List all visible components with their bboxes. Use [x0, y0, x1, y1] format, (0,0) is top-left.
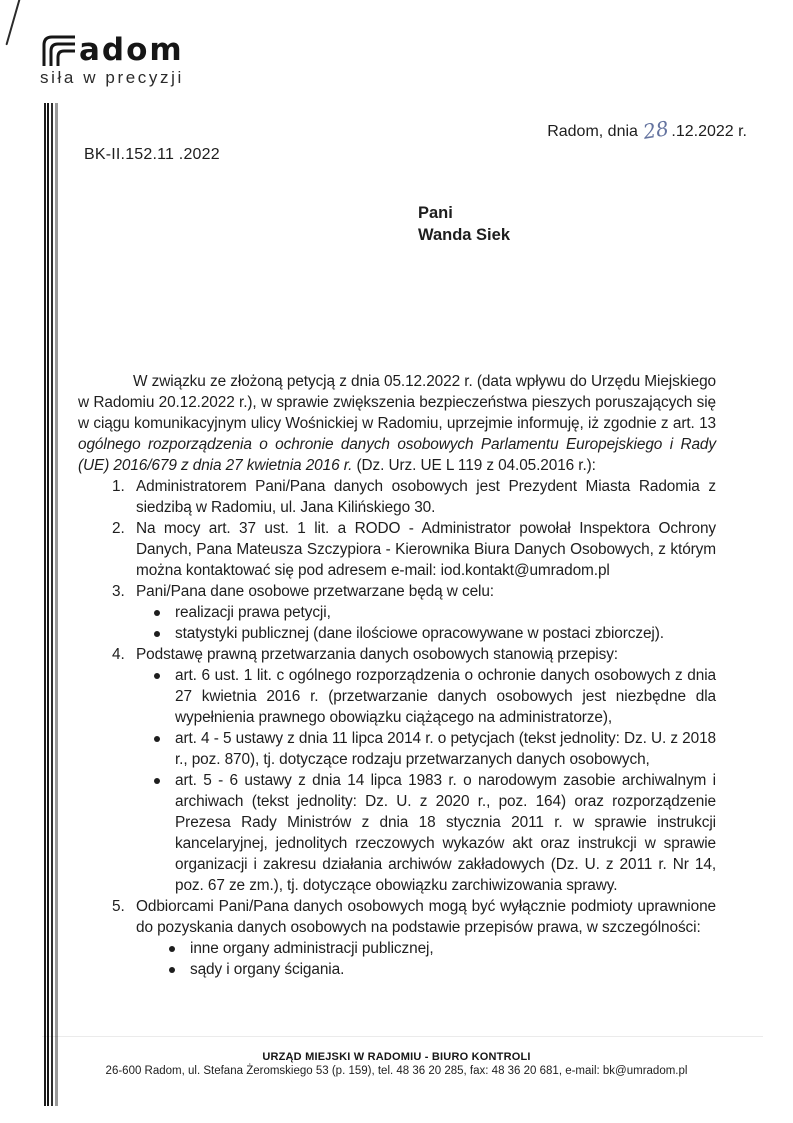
place-date-prefix: Radom, dnia — [547, 123, 638, 140]
logo-wordmark: adom — [79, 32, 184, 68]
intro-text-2: (Dz. Urz. UE L 119 z 04.05.2016 r.): — [352, 457, 596, 474]
radom-logo-r-icon — [40, 33, 77, 67]
bullet-text: statystyki publicznej (dane ilościowe opracowywane w postaci zbiorczej). — [175, 625, 664, 642]
bullet-dot-icon — [152, 665, 175, 728]
letter-body — [78, 371, 716, 980]
bullet-item — [136, 623, 716, 644]
letter-footer — [0, 1051, 793, 1077]
bullet-text: inne organy administracji publicznej, — [190, 940, 434, 957]
bullet-item — [136, 602, 716, 623]
bullet-text: sądy i organy ścigania. — [190, 961, 345, 978]
bullet-item — [136, 959, 716, 980]
list-item-number: 4. — [112, 646, 125, 663]
bullet-dot-icon — [152, 770, 175, 896]
bullet-text: realizacji prawa petycji, — [175, 604, 331, 621]
list-item-text: Podstawę prawną przetwarzania danych osobowych stanowią przepisy: — [136, 646, 618, 663]
list-item-number: 5. — [112, 898, 125, 915]
recipient-name: Wanda Siek — [418, 226, 510, 244]
bullet-dot-icon — [167, 938, 190, 959]
list-item-number: 3. — [112, 583, 125, 600]
date-suffix: .12.2022 r. — [671, 123, 747, 140]
list-item — [78, 581, 716, 644]
bullet-item — [136, 770, 716, 896]
bullet-dot-icon — [152, 602, 175, 623]
list-item — [78, 518, 716, 581]
list-item — [78, 476, 716, 518]
intro-paragraph — [78, 371, 716, 476]
list-item-text: Odbiorcami Pani/Pana danych osobowych mogą być wyłącznie podmioty uprawnione do pozyskania danych osobowych na podstawie przepisów prawa, w szczególności: — [136, 898, 716, 936]
list-item-text: Administratorem Pani/Pana danych osobowych jest Prezydent Miasta Radomia z siedzibą w Radomiu, ul. Jana Kilińskiego 30. — [136, 478, 716, 516]
reference-number: BK-II.152.11 .2022 — [84, 146, 220, 163]
bullet-item — [136, 665, 716, 728]
intro-text-1: W związku ze złożoną petycją z dnia 05.12.2022 r. (data wpływu do Urzędu Miejskiego w Radomiu 20.12.2022 r.), w sprawie zwiększenia bezpieczeństwa pieszych poruszających się w ciągu komunikacyjnym ulicy Wośnickiej w Radomiu, uprzejmie informuję, iż zgodnie z art. 13 — [78, 373, 716, 432]
pen-stroke-mark — [5, 0, 20, 45]
place-date-line — [547, 116, 747, 144]
footer-separator — [42, 1036, 763, 1037]
radom-logo — [40, 33, 184, 88]
bullet-text: art. 5 - 6 ustawy z dnia 14 lipca 1983 r. o narodowym zasobie archiwalnym i archiwach (tekst jednolity: Dz. U. z 2020 r., poz. 164) oraz rozporządzenie Prezesa Rady Ministrów z dnia 18 stycznia 2011 r. w sprawie instrukcji kancelaryjnej, jednolitych rzeczowych wykazów akt oraz instrukcji w sprawie organizacji i zakresu działania archiwów zakładowych (Dz. U. z 2011 r. Nr 14, poz. 67 ze zm.), tj. dotyczące obowiązku zarchiwizowania sprawy. — [175, 772, 716, 894]
bullet-item — [136, 938, 716, 959]
handwritten-day: 28 — [641, 116, 671, 144]
list-item-text: Pani/Pana dane osobowe przetwarzane będą w celu: — [136, 583, 494, 600]
list-item — [78, 644, 716, 896]
list-item-number: 2. — [112, 520, 125, 537]
recipient-block — [418, 202, 510, 246]
logo-tagline: siła w precyzji — [40, 68, 184, 87]
list-item-number: 1. — [112, 478, 125, 495]
footer-office-name: URZĄD MIEJSKI W RADOMIU - BIURO KONTROLI — [262, 1051, 531, 1063]
list-item-text: Na mocy art. 37 ust. 1 lit. a RODO - Administrator powołał Inspektora Ochrony Danych, Pana Mateusza Szczypiora - Kierownika Biura Danych Osobowych, z którym można kontaktować się pod adresem e-mail: iod.kontakt@umradom.pl — [136, 520, 716, 579]
bullet-text: art. 6 ust. 1 lit. c ogólnego rozporządzenia o ochronie danych osobowych z dnia 27 kwietnia 2016 r. (przetwarzanie danych osobowych jest niezbędne dla wypełnienia prawnego obowiązku ciążącego na administratorze), — [175, 667, 716, 726]
recipient-salutation: Pani — [418, 204, 453, 222]
bullet-item — [136, 728, 716, 770]
list-item — [78, 896, 716, 980]
scan-binding-lines — [44, 103, 60, 1106]
bullet-dot-icon — [152, 728, 175, 770]
bullet-dot-icon — [152, 623, 175, 644]
bullet-text: art. 4 - 5 ustawy z dnia 11 lipca 2014 r. o petycjach (tekst jednolity: Dz. U. z 2018 r., poz. 870), tj. dotyczące rodzaju przetwarzanych danych osobowych, — [175, 730, 716, 768]
intro-legal-citation: ogólnego rozporządzenia o ochronie danych osobowych Parlamentu Europejskiego i Rady (UE) 2016/679 z dnia 27 kwietnia 2016 r. — [78, 436, 716, 474]
bullet-dot-icon — [167, 959, 190, 980]
footer-address-line: 26-600 Radom, ul. Stefana Żeromskiego 53 (p. 159), tel. 48 36 20 285, fax: 48 36 20 681, e-mail: bk@umradom.pl — [105, 1065, 688, 1077]
